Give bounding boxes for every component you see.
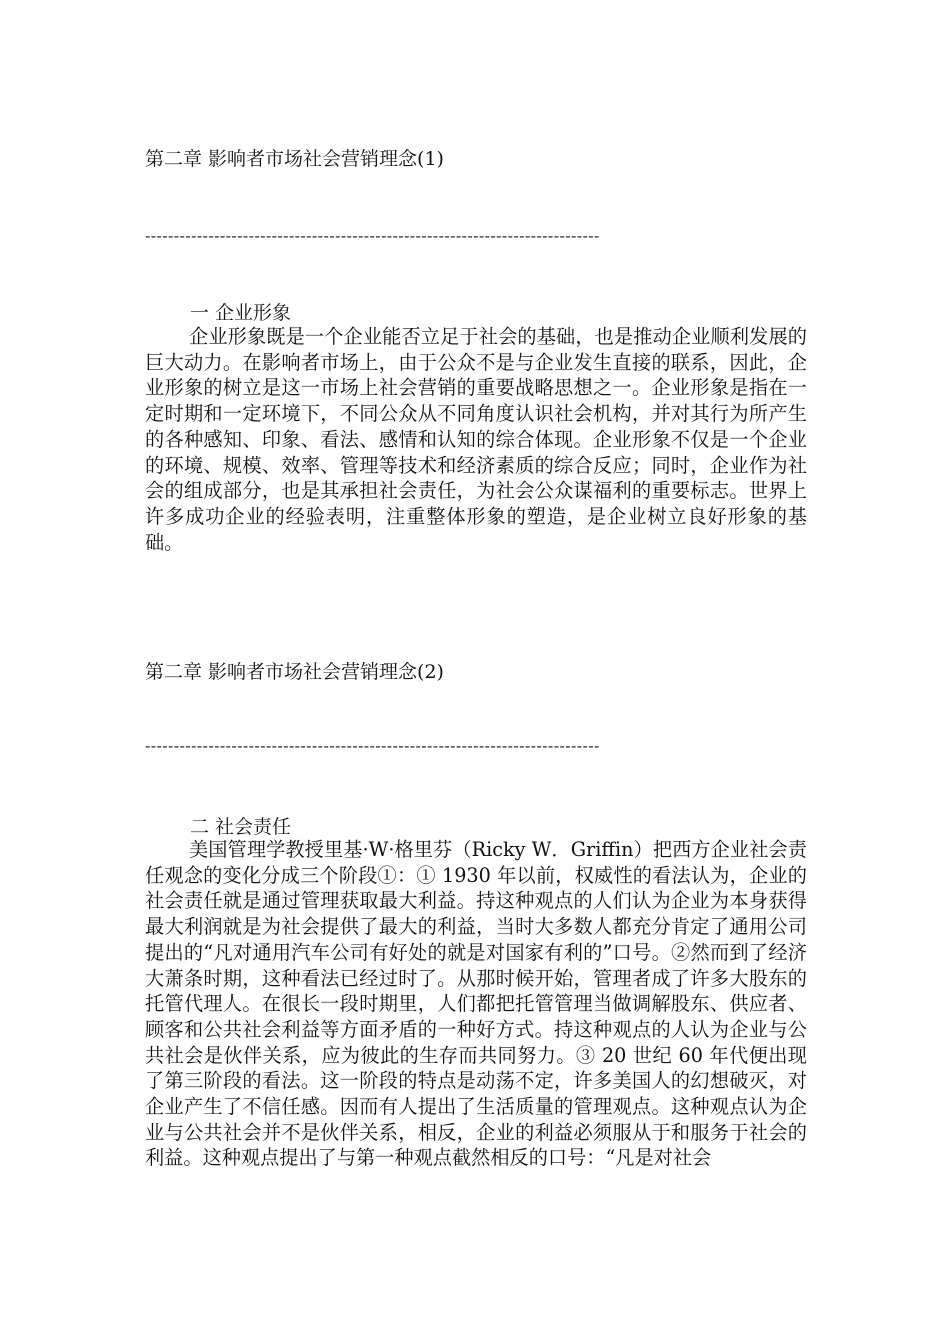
divider-line: ------------------------------------------------------------------------------- xyxy=(145,736,600,755)
body-paragraph: 企业形象既是一个企业能否立足于社会的基础，也是推动企业顺利发展的巨大动力。在影响者市场上，由于公众不是与企业发生直接的联系，因此，企业形象的树立是这一市场上社会营销的重要战略思想之一。企业形象是指在一定时期和一定环境下，不同公众从不同角度认识社会机构，并对其行为所产生的各种感知、印象、看法、感情和认知的综合体现。企业形象不仅是一个企业的环境、规模、效率、管理等技术和经济素质的综合反应；同时，企业作为社会的组成部分，也是其承担社会责任，为社会公众谋福利的重要标志。世界上许多成功企业的经验表明，注重整体形象的塑造，是企业树立良好形象的基础。 xyxy=(145,325,807,554)
body-paragraph: 美国管理学教授里基·W·格里芬（Ricky W．Griffin）把西方企业社会责任观念的变化分成三个阶段①：① 1930 年以前，权威性的看法认为，企业的社会责任就是通过管理获取最大利益。持这种观点的人们认为企业为本身获得最大利润就是为社会提供了最大的利益，当时大多数人都充分肯定了通用公司提出的“凡对通用汽车公司有好处的就是对国家有利的”口号。②然而到了经济大萧条时期，这种看法已经过时了。从那时候开始，管理者成了许多大股东的托管代理人。在很长一段时期里，人们都把托管管理当做调解股东、供应者、顾客和公共社会利益等方面矛盾的一种好方式。持这种观点的人认为企业与公共社会是伙伴关系，应为彼此的生存而共同努力。③ 20 世纪 60 年代便出现了第三阶段的看法。这一阶段的特点是动荡不定，许多美国人的幻想破灭，对企业产生了不信任感。因而有人提出了生活质量的管理观点。这种观点认为企业与公共社会并不是伙伴关系，相反，企业的利益必须服从于和服务于社会的利益。这种观点提出了与第一种观点截然相反的口号：“凡是对社会 xyxy=(145,838,807,1170)
chapter-title: 第二章 影响者市场社会营销理念(2) xyxy=(145,661,444,683)
chapter-title: 第二章 影响者市场社会营销理念(1) xyxy=(145,148,444,170)
divider-line: ------------------------------------------------------------------------------- xyxy=(145,226,600,245)
section-heading: 一 企业形象 xyxy=(190,302,292,324)
section-heading: 二 社会责任 xyxy=(190,816,292,838)
